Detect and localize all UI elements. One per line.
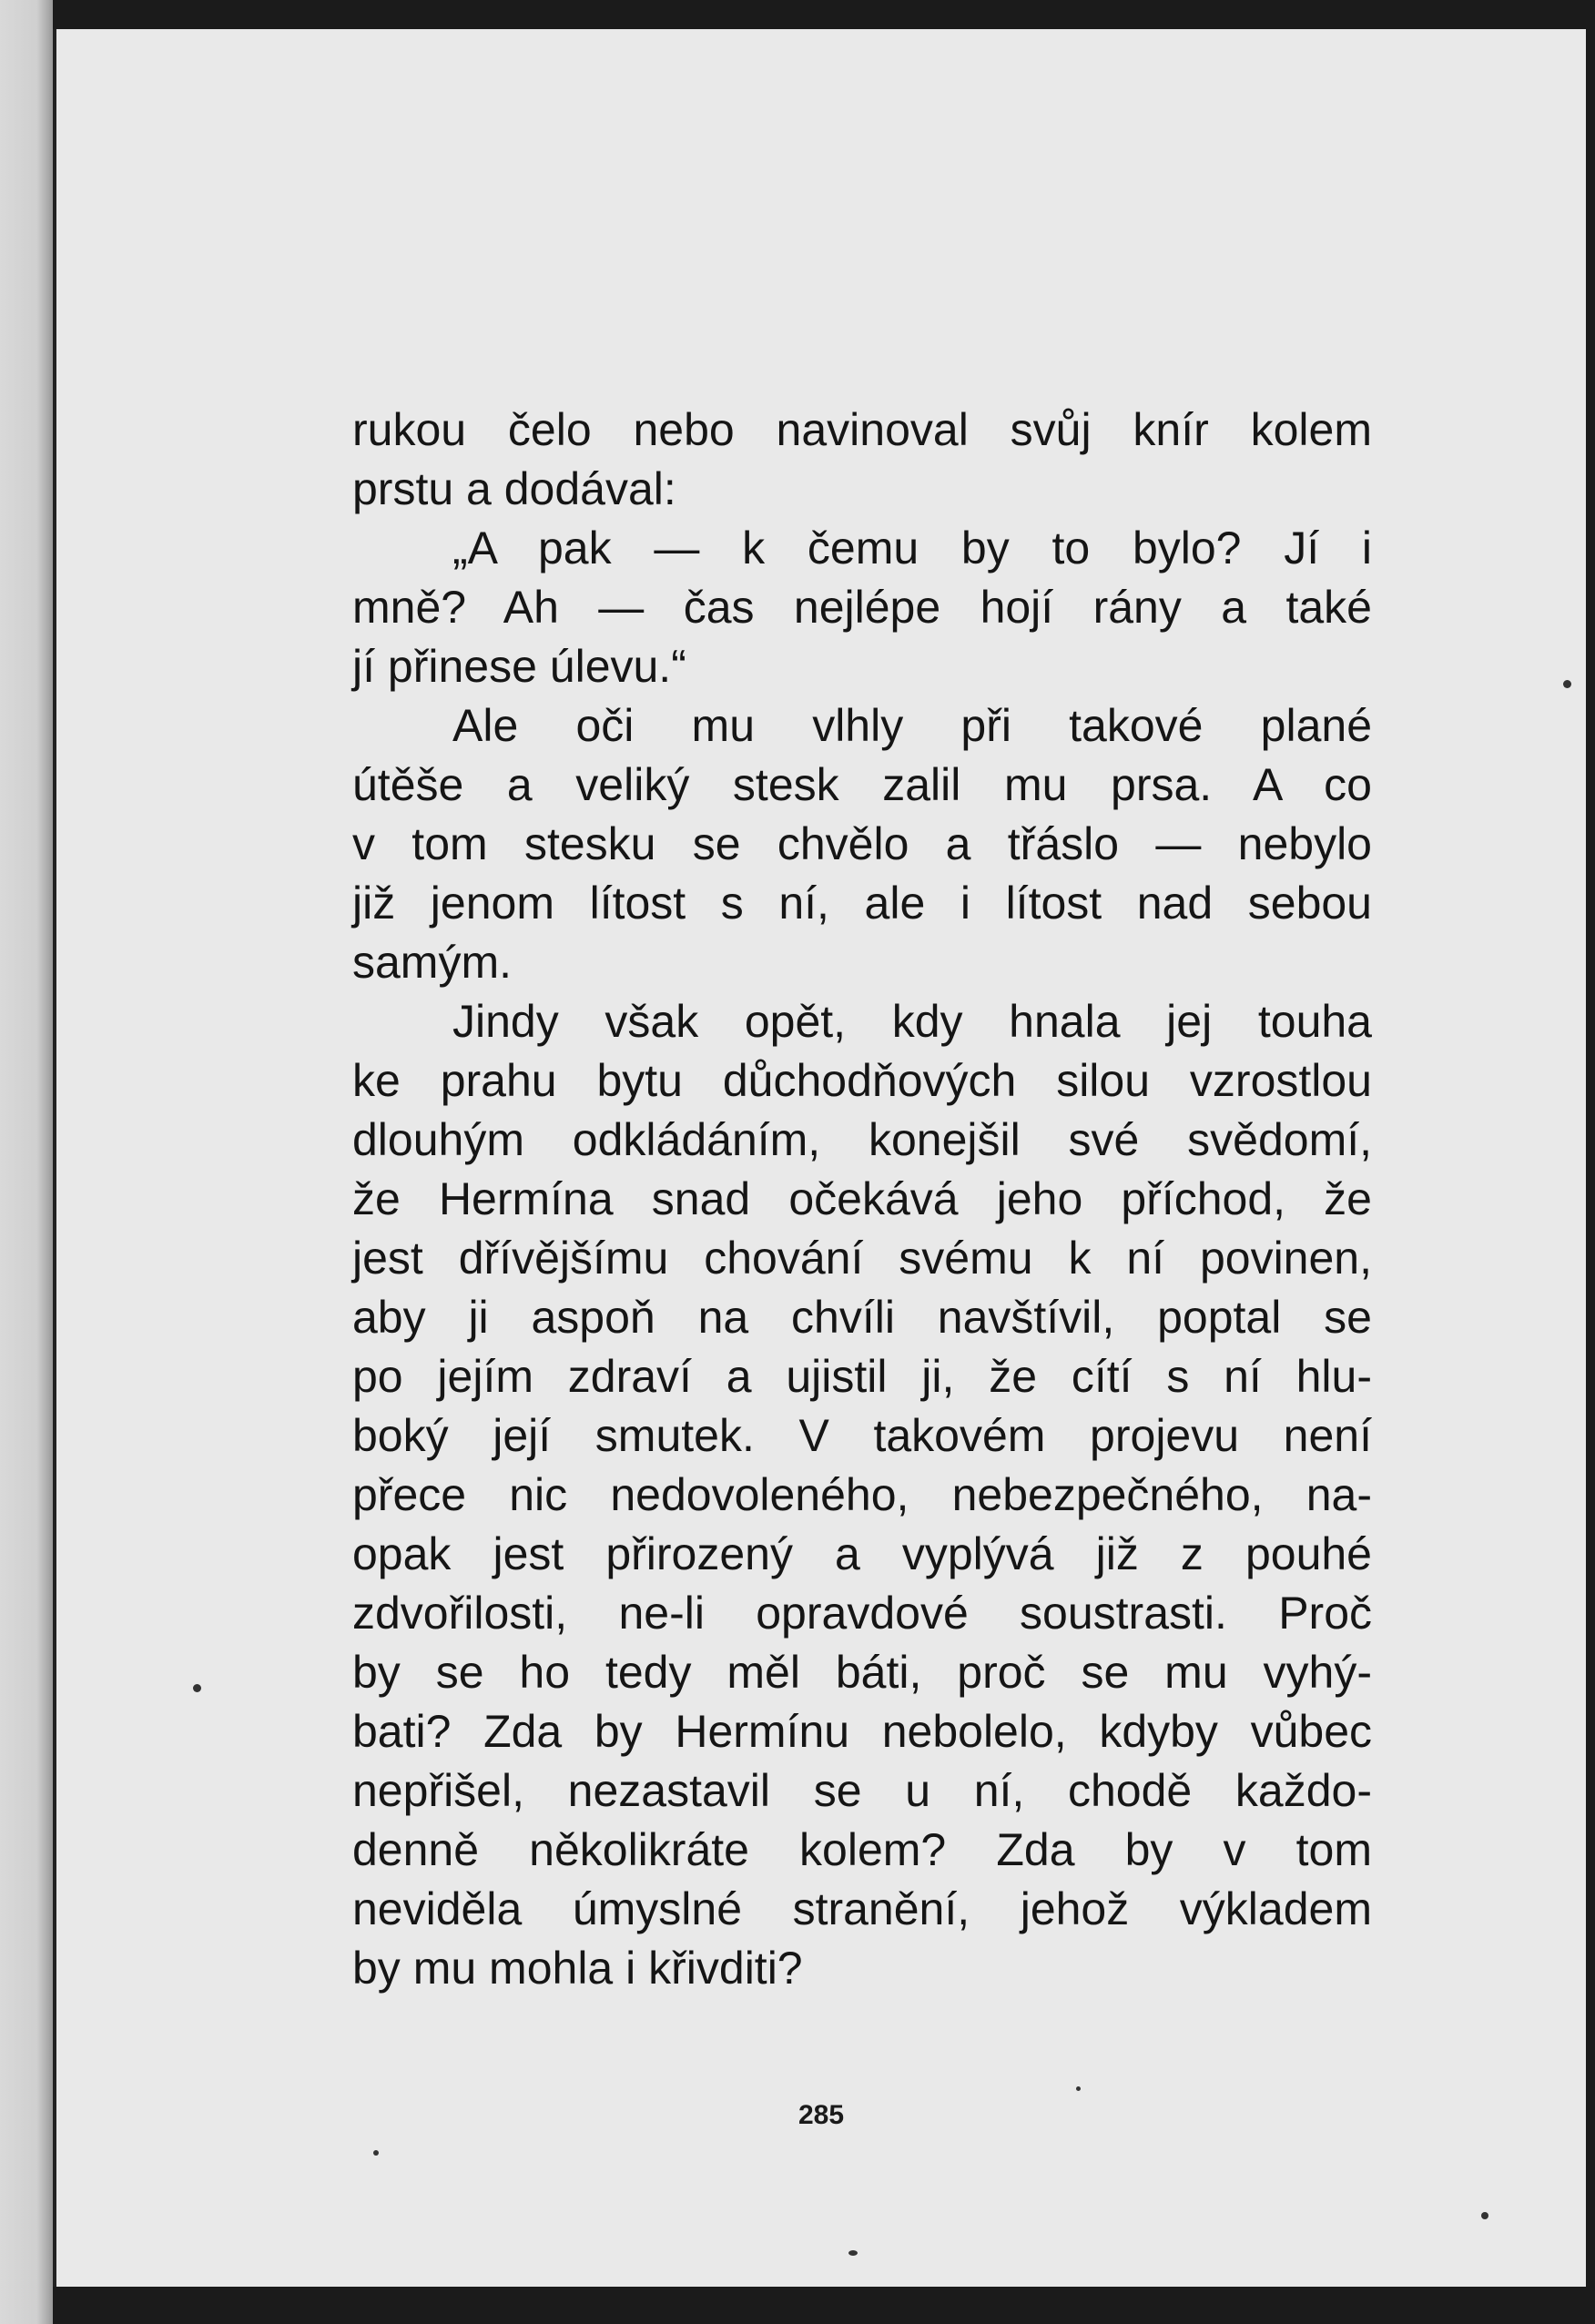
text-line: neviděla úmyslné stranění, jehož výkladem	[352, 1883, 1372, 1934]
text-line: již jenom lítost s ní, ale i lítost nad sebou	[352, 878, 1372, 929]
text-line: že Hermína snad očekává jeho příchod, že	[352, 1173, 1372, 1224]
text-line: aby ji aspoň na chvíli navštívil, poptal se	[352, 1292, 1372, 1343]
text-line: jest dřívějšímu chování svému k ní povinen,	[352, 1233, 1372, 1284]
page-number: 285	[798, 2100, 845, 2130]
text-line: „A pak — k čemu by to bylo? Jí i	[452, 523, 1372, 573]
text-line: by se ho tedy měl báti, proč se mu vyhý-	[352, 1647, 1372, 1698]
print-speck	[1481, 2212, 1488, 2219]
print-speck	[193, 1684, 201, 1692]
text-line: přece nic nedovoleného, nebezpečného, na-	[352, 1469, 1372, 1520]
book-page	[53, 29, 1586, 2287]
print-speck	[848, 2250, 858, 2256]
text-line: prstu a dodával:	[352, 463, 676, 514]
text-line: Ale oči mu vlhly při takové plané	[452, 700, 1372, 751]
print-speck	[373, 2150, 379, 2156]
text-line: opak jest přirozený a vyplývá již z pouhé	[352, 1528, 1372, 1579]
print-speck	[1563, 680, 1571, 688]
text-line: ke prahu bytu důchodňových silou vzrostlou	[352, 1055, 1372, 1106]
text-line: denně několikráte kolem? Zda by v tom	[352, 1824, 1372, 1875]
text-line: po jejím zdraví a ujistil ji, že cítí s ní hlu-	[352, 1351, 1372, 1402]
text-line: jí přinese úlevu.“	[352, 641, 686, 692]
text-line: dlouhým odkládáním, konejšil své svědomí,	[352, 1114, 1372, 1165]
book-spine-edge	[0, 0, 53, 2324]
text-line: by mu mohla i křivditi?	[352, 1943, 803, 1994]
text-line: rukou čelo nebo navinoval svůj knír kolem	[352, 404, 1372, 455]
body-text	[352, 401, 1372, 1998]
text-line: nepřišel, nezastavil se u ní, chodě každo-	[352, 1765, 1372, 1816]
text-line: bati? Zda by Hermínu nebolelo, kdyby vůbec	[352, 1706, 1372, 1757]
text-line: útěše a veliký stesk zalil mu prsa. A co	[352, 759, 1372, 810]
text-line: v tom stesku se chvělo a třáslo — nebylo	[352, 818, 1372, 869]
text-line: samým.	[352, 937, 512, 988]
text-line: zdvořilosti, ne-li opravdové soustrasti. Proč	[352, 1588, 1372, 1639]
text-line: Jindy však opět, kdy hnala jej touha	[452, 996, 1372, 1047]
text-line: mně? Ah — čas nejlépe hojí rány a také	[352, 582, 1372, 633]
text-line: boký její smutek. V takovém projevu není	[352, 1410, 1372, 1461]
print-speck	[1076, 2086, 1081, 2091]
